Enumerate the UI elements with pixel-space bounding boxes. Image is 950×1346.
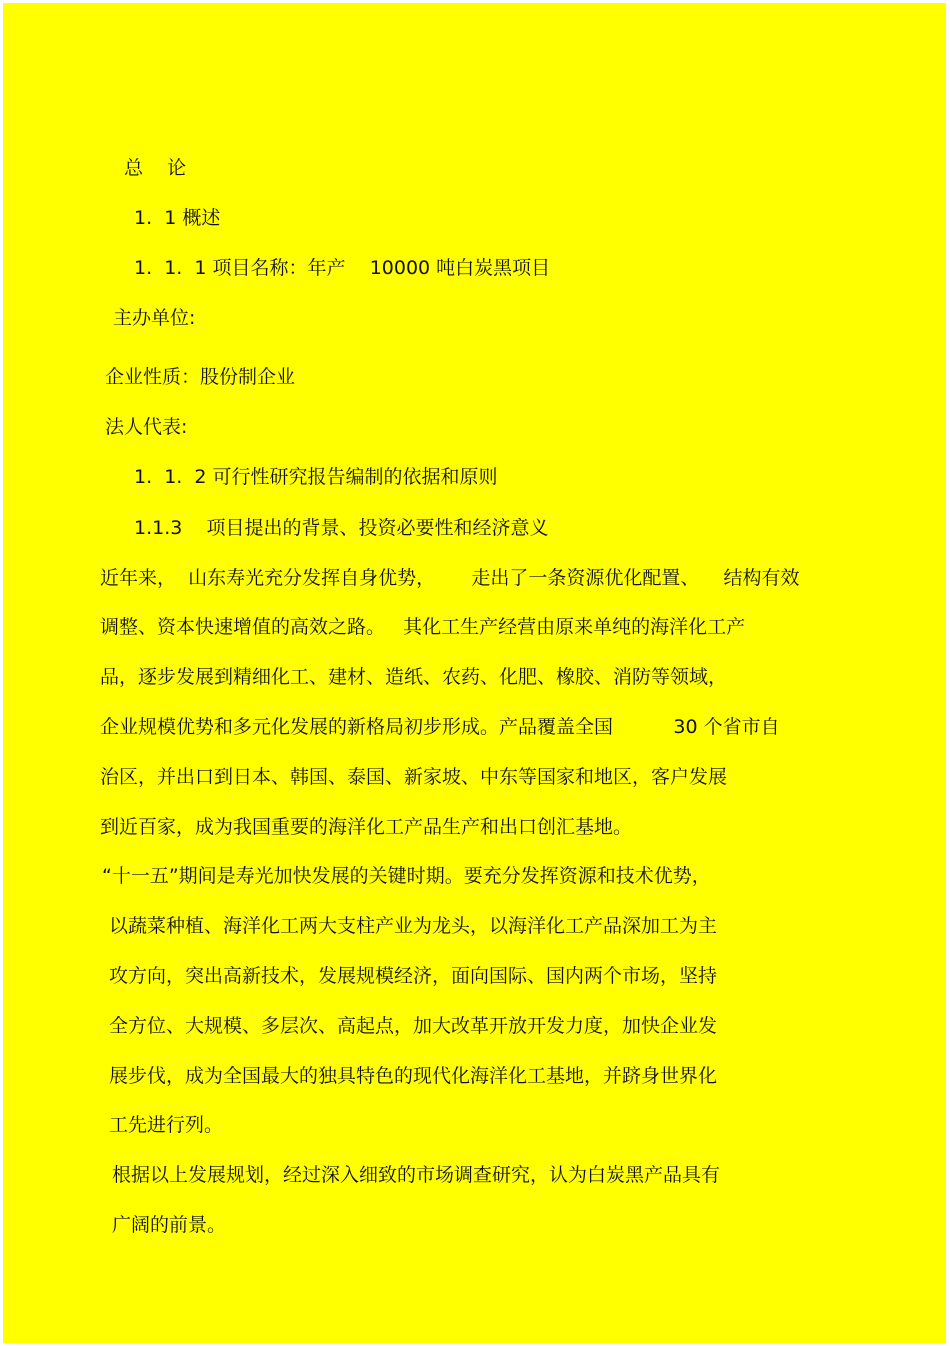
body-line: 攻方向，突出高新技术，发展规模经济，面向国际、国内两个市场，坚持: [109, 965, 718, 987]
section-heading-1-1-2: 1. 1. 2 可行性研究报告编制的依据和原则: [134, 466, 498, 488]
section-heading-1-1-1: 1. 1. 1 项目名称：年产 10000 吨白炭黑项目: [134, 257, 551, 279]
body-line: 到近百家，成为我国重要的海洋化工产品生产和出口创汇基地。: [100, 816, 633, 838]
document-page: [3, 3, 946, 1343]
body-line: 展步伐，成为全国最大的独具特色的现代化海洋化工基地，并跻身世界化: [109, 1065, 718, 1087]
body-line: 品，逐步发展到精细化工、建材、造纸、农药、化肥、橡胶、消防等领域，: [100, 666, 728, 688]
body-line: “十一五”期间是寿光加快发展的关键时期。要充分发挥资源和技术优势，: [102, 865, 711, 887]
body-line: 工先进行列。: [109, 1114, 224, 1136]
body-line: 治区，并出口到日本、韩国、泰国、新家坡、中东等国家和地区，客户发展: [100, 766, 728, 788]
sponsor-label: 主办单位:: [113, 307, 196, 329]
section-heading-1-1-3: 1.1.3 项目提出的背景、投资必要性和经济意义: [134, 517, 549, 539]
body-line: 以蔬菜种植、海洋化工两大支柱产业为龙头，以海洋化工产品深加工为主: [109, 915, 718, 937]
body-line: 企业规模优势和多元化发展的新格局初步形成。产品覆盖全国 30 个省市自: [100, 716, 780, 738]
body-line: 全方位、大规模、多层次、高起点，加大改革开放开发力度，加快企业发: [109, 1015, 718, 1037]
body-line: 广阔的前景。: [112, 1214, 227, 1236]
body-line: 近年来， 山东寿光充分发挥自身优势， 走出了一条资源优化配置、 结构有效: [100, 567, 800, 589]
chapter-title: 总 论: [124, 157, 187, 179]
body-line: 根据以上发展规划，经过深入细致的市场调查研究，认为白炭黑产品具有: [112, 1164, 721, 1186]
section-heading-1-1: 1. 1 概述: [134, 207, 221, 229]
legal-rep-label: 法人代表:: [105, 416, 188, 438]
body-line: 调整、资本快速增值的高效之路。 其化工生产经营由原来单纯的海洋化工产: [100, 616, 746, 638]
enterprise-nature-line: 企业性质：股份制企业: [105, 366, 296, 388]
